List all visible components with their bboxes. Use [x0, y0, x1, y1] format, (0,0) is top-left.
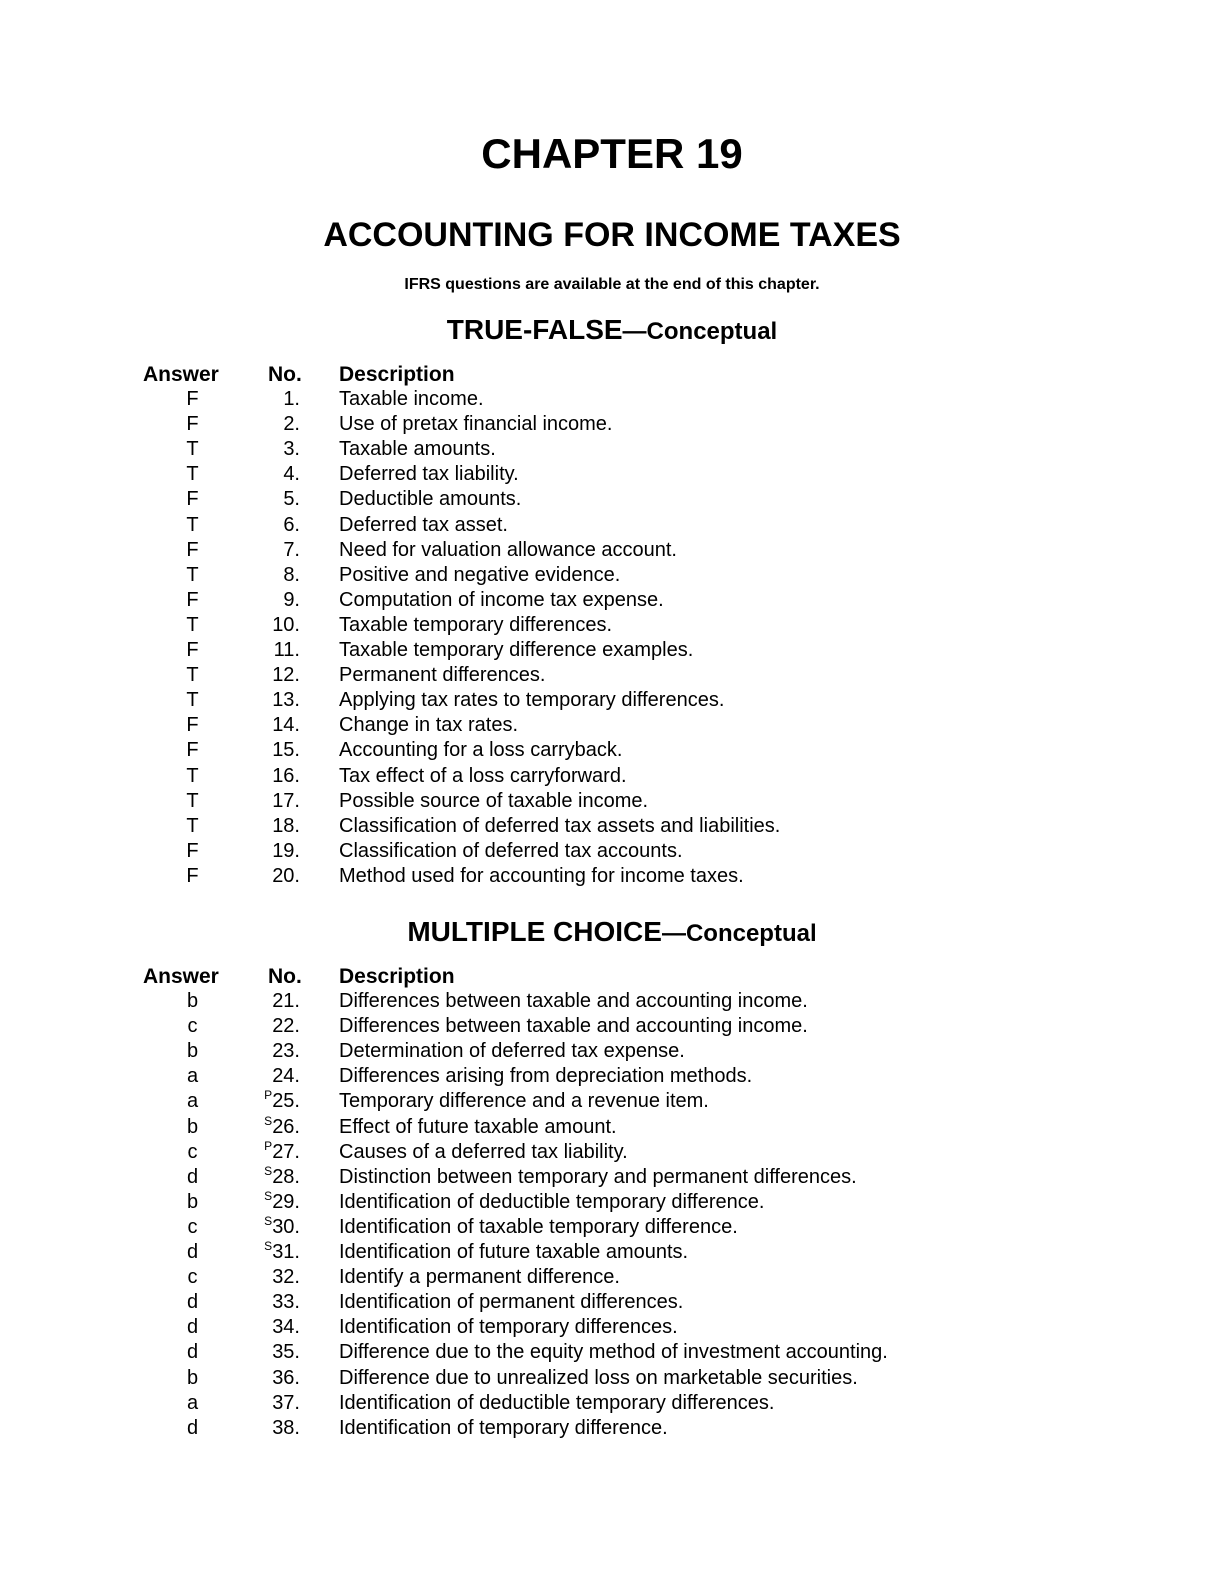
- table-row: [140, 1416, 1040, 1441]
- section-heading-true-false: [0, 314, 1224, 346]
- description-cell: Identification of future taxable amounts.: [339, 1241, 689, 1264]
- table-row: [140, 487, 1040, 512]
- column-header-answer: Answer: [143, 363, 219, 386]
- description-cell: Use of pretax financial income.: [339, 413, 613, 436]
- answer-cell: a: [186, 1391, 199, 1414]
- section-heading-multiple-choice: [0, 916, 1224, 948]
- answer-cell: F: [186, 739, 199, 762]
- column-header-answer: Answer: [143, 965, 219, 988]
- table-row: [140, 563, 1040, 588]
- chapter-heading: CHAPTER 19: [481, 130, 743, 177]
- column-header-description: Description: [339, 363, 455, 386]
- page-title: ACCOUNTING FOR INCOME TAXES: [323, 216, 901, 254]
- answer-cell: d: [186, 1341, 199, 1364]
- answer-cell: c: [187, 1015, 198, 1038]
- answer-cell: d: [186, 1291, 199, 1314]
- number-cell: 12.: [272, 664, 300, 687]
- answer-cell: d: [186, 1416, 199, 1439]
- source-prefix: P: [264, 1138, 273, 1153]
- table-row: [140, 462, 1040, 487]
- number-cell: 4.: [283, 463, 300, 486]
- description-cell: Deductible amounts.: [339, 488, 522, 511]
- description-cell: Differences arising from depreciation methods.: [339, 1065, 753, 1088]
- number-cell: 33.: [272, 1291, 300, 1314]
- answer-cell: b: [186, 1040, 199, 1063]
- answer-cell: F: [186, 413, 199, 436]
- table-row: [140, 814, 1040, 839]
- table-row: [140, 538, 1040, 563]
- description-cell: Classification of deferred tax accounts.: [339, 839, 683, 862]
- description-cell: Temporary difference and a revenue item.: [339, 1090, 709, 1113]
- table-row: [140, 613, 1040, 638]
- answer-cell: T: [186, 438, 199, 461]
- column-header-no: No.: [268, 363, 302, 386]
- number-cell: $^P$25.: [264, 1088, 300, 1113]
- description-cell: Difference due to unrealized loss on marketable securities.: [339, 1366, 858, 1389]
- number-cell: 22.: [272, 1015, 300, 1038]
- section-heading-sub: —Conceptual: [661, 920, 817, 947]
- number-cell: $^S$26.: [264, 1113, 300, 1138]
- table-row: [140, 588, 1040, 613]
- table-row: [140, 1340, 1040, 1365]
- description-cell: Method used for accounting for income taxes.: [339, 864, 744, 887]
- description-cell: Positive and negative evidence.: [339, 563, 621, 586]
- table-row: [140, 513, 1040, 538]
- answer-cell: T: [186, 814, 199, 837]
- number-cell: 11.: [273, 639, 300, 662]
- true-false-table: [140, 362, 1040, 889]
- description-cell: Causes of a deferred tax liability.: [339, 1140, 628, 1163]
- section-heading-main: MULTIPLE CHOICE: [407, 916, 662, 947]
- table-row: [140, 1366, 1040, 1391]
- table-row: [140, 864, 1040, 889]
- description-cell: Differences between taxable and accounting income.: [339, 1015, 808, 1038]
- number-cell: 21.: [272, 990, 300, 1013]
- answer-cell: F: [186, 588, 199, 611]
- number-cell: 5.: [283, 488, 300, 511]
- section-heading-main: TRUE-FALSE: [446, 314, 623, 345]
- answer-cell: a: [186, 1065, 199, 1088]
- number-cell: $^S$30.: [264, 1213, 300, 1238]
- table-row: [140, 1115, 1040, 1140]
- number-cell: 23.: [272, 1040, 300, 1063]
- answer-cell: T: [186, 664, 199, 687]
- answer-cell: b: [186, 1190, 199, 1213]
- table-row: [140, 1190, 1040, 1215]
- answer-cell: c: [187, 1266, 198, 1289]
- description-cell: Identify a permanent difference.: [339, 1266, 620, 1289]
- description-cell: Tax effect of a loss carryforward.: [339, 764, 627, 787]
- multiple-choice-table: [140, 964, 1040, 1441]
- table-row: [140, 1089, 1040, 1114]
- answer-cell: c: [187, 1140, 198, 1163]
- description-cell: Taxable amounts.: [339, 438, 496, 461]
- description-cell: Taxable temporary differences.: [339, 613, 613, 636]
- table-row: [140, 437, 1040, 462]
- description-cell: Effect of future taxable amount.: [339, 1115, 617, 1138]
- column-header-no: No.: [268, 965, 302, 988]
- answer-cell: F: [186, 388, 199, 411]
- answer-cell: d: [186, 1241, 199, 1264]
- answer-cell: T: [186, 513, 199, 536]
- number-cell: $^S$31.: [264, 1239, 300, 1264]
- source-prefix: S: [264, 1213, 273, 1228]
- number-cell: 38.: [272, 1416, 300, 1439]
- description-cell: Differences between taxable and accounting income.: [339, 990, 808, 1013]
- description-cell: Taxable temporary difference examples.: [339, 639, 694, 662]
- source-prefix: S: [264, 1188, 273, 1203]
- answer-cell: T: [186, 789, 199, 812]
- table-row: [140, 1014, 1040, 1039]
- number-cell: 7.: [283, 538, 300, 561]
- number-cell: $^P$27.: [264, 1138, 300, 1163]
- number-cell: 6.: [283, 513, 300, 536]
- description-cell: Difference due to the equity method of investment accounting.: [339, 1341, 888, 1364]
- answer-cell: F: [186, 864, 199, 887]
- description-cell: Identification of temporary difference.: [339, 1416, 668, 1439]
- number-cell: 9.: [283, 588, 300, 611]
- answer-cell: T: [186, 764, 199, 787]
- table-row: [140, 1391, 1040, 1416]
- table-row: [140, 1290, 1040, 1315]
- answer-cell: a: [186, 1090, 199, 1113]
- answer-cell: b: [186, 1366, 199, 1389]
- table-row: [140, 638, 1040, 663]
- number-cell: 2.: [283, 413, 300, 436]
- table-row: [140, 1265, 1040, 1290]
- answer-cell: T: [186, 463, 199, 486]
- description-cell: Identification of deductible temporary difference.: [339, 1190, 765, 1213]
- description-cell: Deferred tax asset.: [339, 513, 508, 536]
- table-row: [140, 387, 1040, 412]
- table-row: [140, 1140, 1040, 1165]
- section-heading-sub: —Conceptual: [622, 318, 778, 345]
- table-row: [140, 1215, 1040, 1240]
- table-row: [140, 1039, 1040, 1064]
- description-cell: Permanent differences.: [339, 664, 546, 687]
- number-cell: 17.: [272, 789, 300, 812]
- number-cell: 24.: [272, 1065, 300, 1088]
- description-cell: Deferred tax liability.: [339, 463, 519, 486]
- description-cell: Taxable income.: [339, 388, 484, 411]
- description-cell: Classification of deferred tax assets and liabilities.: [339, 814, 781, 837]
- number-cell: 8.: [283, 563, 300, 586]
- number-cell: 19.: [272, 839, 300, 862]
- number-cell: 3.: [283, 438, 300, 461]
- description-cell: Need for valuation allowance account.: [339, 538, 677, 561]
- description-cell: Possible source of taxable income.: [339, 789, 649, 812]
- table-row: [140, 789, 1040, 814]
- number-cell: 32.: [272, 1266, 300, 1289]
- number-cell: 35.: [272, 1341, 300, 1364]
- answer-cell: T: [186, 563, 199, 586]
- answer-cell: F: [186, 488, 199, 511]
- description-cell: Accounting for a loss carryback.: [339, 739, 623, 762]
- table-row: [140, 738, 1040, 763]
- number-cell: 34.: [272, 1316, 300, 1339]
- description-cell: Computation of income tax expense.: [339, 588, 664, 611]
- number-cell: 20.: [272, 864, 300, 887]
- answer-cell: d: [186, 1165, 199, 1188]
- answer-cell: T: [186, 689, 199, 712]
- table-header: [140, 362, 1040, 387]
- answer-cell: F: [186, 839, 199, 862]
- source-prefix: S: [264, 1239, 273, 1254]
- number-cell: 16.: [272, 764, 300, 787]
- answer-cell: b: [186, 1115, 199, 1138]
- description-cell: Identification of temporary differences.: [339, 1316, 678, 1339]
- table-row: [140, 989, 1040, 1014]
- answer-cell: b: [186, 990, 199, 1013]
- number-cell: 10.: [272, 613, 300, 636]
- table-row: [140, 412, 1040, 437]
- ifrs-note: IFRS questions are available at the end of this chapter.: [404, 276, 820, 293]
- number-cell: 18.: [272, 814, 300, 837]
- table-header: [140, 964, 1040, 989]
- table-row: [140, 1240, 1040, 1265]
- description-cell: Identification of permanent differences.: [339, 1291, 684, 1314]
- answer-cell: F: [186, 538, 199, 561]
- source-prefix: S: [264, 1113, 273, 1128]
- number-cell: 14.: [272, 714, 300, 737]
- answer-cell: T: [186, 613, 199, 636]
- number-cell: 13.: [272, 689, 300, 712]
- table-row: [140, 764, 1040, 789]
- description-cell: Change in tax rates.: [339, 714, 518, 737]
- answer-cell: d: [186, 1316, 199, 1339]
- description-cell: Applying tax rates to temporary differences.: [339, 689, 725, 712]
- description-cell: Identification of taxable temporary difference.: [339, 1215, 738, 1238]
- description-cell: Determination of deferred tax expense.: [339, 1040, 685, 1063]
- table-row: [140, 663, 1040, 688]
- table-row: [140, 1315, 1040, 1340]
- answer-cell: c: [187, 1215, 198, 1238]
- description-cell: Identification of deductible temporary differences.: [339, 1391, 775, 1414]
- answer-cell: F: [186, 639, 199, 662]
- description-cell: Distinction between temporary and permanent differences.: [339, 1165, 857, 1188]
- table-row: [140, 1064, 1040, 1089]
- number-cell: 1.: [283, 388, 300, 411]
- number-cell: $^S$29.: [264, 1188, 300, 1213]
- table-row: [140, 839, 1040, 864]
- source-prefix: S: [264, 1163, 273, 1178]
- table-row: [140, 713, 1040, 738]
- number-cell: $^S$28.: [264, 1163, 300, 1188]
- answer-cell: F: [186, 714, 199, 737]
- number-cell: 37.: [272, 1391, 300, 1414]
- table-row: [140, 688, 1040, 713]
- source-prefix: P: [264, 1088, 273, 1103]
- number-cell: 36.: [272, 1366, 300, 1389]
- number-cell: 15.: [272, 739, 300, 762]
- table-row: [140, 1165, 1040, 1190]
- column-header-description: Description: [339, 965, 455, 988]
